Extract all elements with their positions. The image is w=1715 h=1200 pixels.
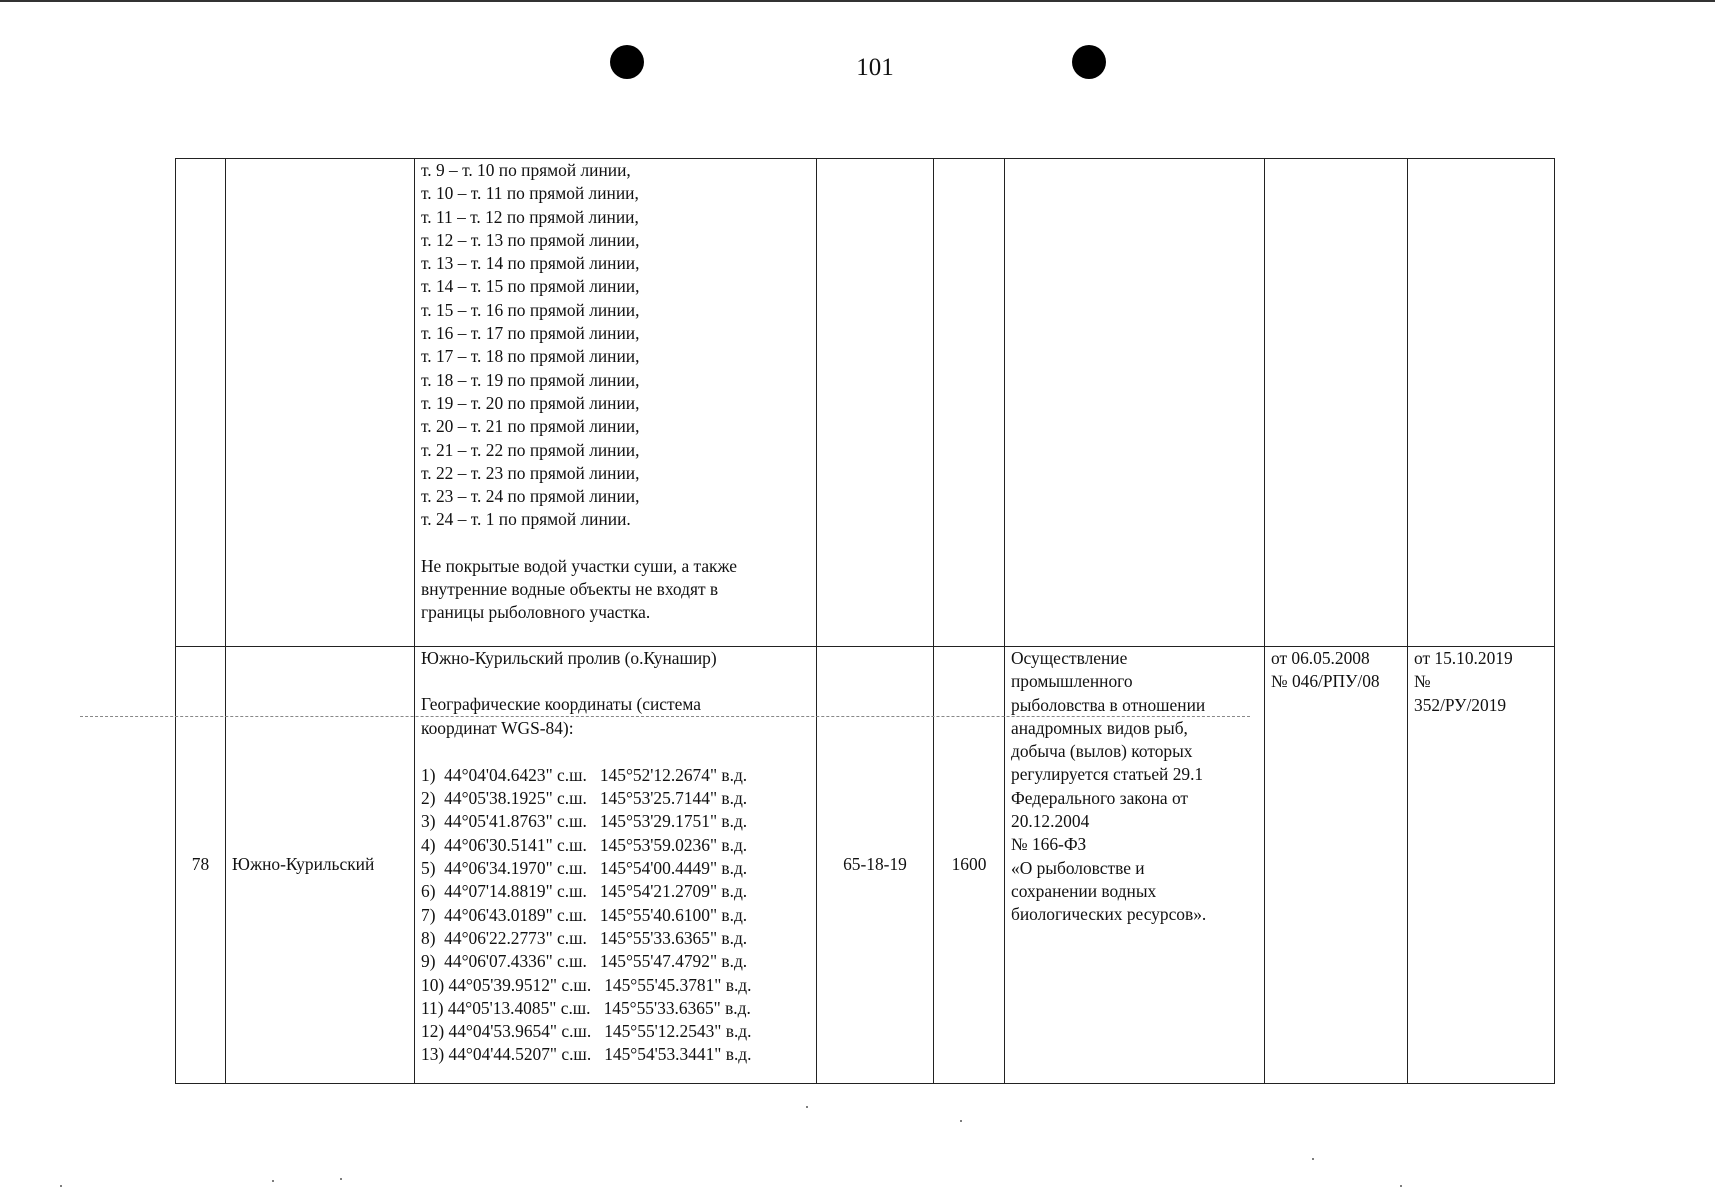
coordinate-point: 11) 44°05'13.4085" с.ш. 145°55'33.6365" в.д. bbox=[421, 997, 751, 1018]
cell-purpose-empty bbox=[1005, 159, 1265, 647]
boundary-line: т. 13 – т. 14 по прямой линии, bbox=[421, 253, 640, 274]
coordinate-point: 4) 44°06'30.5141" с.ш. 145°53'59.0236" в.д. bbox=[421, 834, 748, 855]
coordinates-heading: Географические координаты (система координат WGS-84): bbox=[421, 694, 701, 738]
scan-dashed-line bbox=[80, 716, 1250, 717]
coordinate-point: 9) 44°06'07.4336" с.ш. 145°55'47.4792" в.д. bbox=[421, 951, 748, 972]
scan-speck bbox=[1312, 1158, 1314, 1160]
page-number: 101 bbox=[856, 54, 894, 81]
boundary-line: т. 14 – т. 15 по прямой линии, bbox=[421, 276, 640, 297]
coordinate-point: 8) 44°06'22.2773" с.ш. 145°55'33.6365" в.д. bbox=[421, 927, 748, 948]
purpose-text: Осуществление промышленного рыболовства в отношении анадромных видов рыб, добыча (вылов) которых регулируется статьей 29.1 Федерального закона от 20.12.2004 № 166-ФЗ «О рыболовстве и сохранении водных биологических ресурсов». bbox=[1005, 647, 1265, 1084]
boundary-line: т. 22 – т. 23 по прямой линии, bbox=[421, 462, 640, 483]
table-row-78 bbox=[176, 647, 1555, 1084]
boundary-line: т. 16 – т. 17 по прямой линии, bbox=[421, 323, 640, 344]
cell-doc1-empty bbox=[1265, 159, 1408, 647]
cell-code-empty bbox=[817, 159, 934, 647]
coordinate-point: 2) 44°05'38.1925" с.ш. 145°53'25.7144" в.д. bbox=[421, 788, 748, 809]
boundary-line: т. 19 – т. 20 по прямой линии, bbox=[421, 392, 640, 413]
cell-name-empty bbox=[226, 159, 415, 647]
page-top-edge bbox=[0, 0, 1715, 2]
document-2: от 15.10.2019 № 352/РУ/2019 bbox=[1408, 647, 1555, 1084]
row-number: 78 bbox=[176, 647, 226, 1084]
fishing-areas-table bbox=[175, 158, 1555, 1084]
boundary-line: т. 17 – т. 18 по прямой линии, bbox=[421, 346, 640, 367]
scan-speck bbox=[1400, 1185, 1402, 1187]
scan-speck bbox=[60, 1185, 62, 1187]
punch-hole-right bbox=[1072, 45, 1106, 79]
table-row-continuation bbox=[176, 159, 1555, 647]
coordinate-point: 3) 44°05'41.8763" с.ш. 145°53'29.1751" в.д. bbox=[421, 811, 748, 832]
boundary-line: т. 15 – т. 16 по прямой линии, bbox=[421, 299, 640, 320]
coordinate-point: 5) 44°06'34.1970" с.ш. 145°54'00.4449" в.д. bbox=[421, 858, 748, 879]
coordinate-point: 12) 44°04'53.9654" с.ш. 145°55'12.2543" в.д. bbox=[421, 1021, 752, 1042]
cell-area-empty bbox=[934, 159, 1005, 647]
boundary-line: т. 12 – т. 13 по прямой линии, bbox=[421, 229, 640, 250]
boundary-note: Не покрытые водой участки суши, а также внутренние водные объекты не входят в границы рыболовного участка. bbox=[421, 555, 738, 623]
scan-speck bbox=[340, 1178, 342, 1180]
boundary-line: т. 24 – т. 1 по прямой линии. bbox=[421, 509, 631, 530]
cell-boundary-description bbox=[415, 159, 817, 647]
area-name: Южно-Курильский bbox=[226, 647, 415, 1084]
document-1: от 06.05.2008 № 046/РПУ/08 bbox=[1265, 647, 1408, 1084]
scan-speck bbox=[806, 1106, 808, 1108]
boundary-line: т. 21 – т. 22 по прямой линии, bbox=[421, 439, 640, 460]
coordinate-list bbox=[421, 764, 810, 1067]
coordinate-point: 13) 44°04'44.5207" с.ш. 145°54'53.3441" в.д. bbox=[421, 1044, 752, 1065]
boundary-line: т. 10 – т. 11 по прямой линии, bbox=[421, 183, 639, 204]
area-code: 65-18-19 bbox=[817, 647, 934, 1084]
coordinate-point: 6) 44°07'14.8819" с.ш. 145°54'21.2709" в.д. bbox=[421, 881, 748, 902]
cell-number-empty bbox=[176, 159, 226, 647]
scan-speck bbox=[960, 1120, 962, 1122]
cell-doc2-empty bbox=[1408, 159, 1555, 647]
boundary-lines bbox=[421, 159, 810, 532]
scan-speck bbox=[272, 1180, 274, 1182]
boundary-line: т. 11 – т. 12 по прямой линии, bbox=[421, 206, 639, 227]
boundary-line: т. 23 – т. 24 по прямой линии, bbox=[421, 486, 640, 507]
coordinate-point: 1) 44°04'04.6423" с.ш. 145°52'12.2674" в.д. bbox=[421, 764, 748, 785]
boundary-line: т. 18 – т. 19 по прямой линии, bbox=[421, 369, 640, 390]
punch-hole-left bbox=[610, 45, 644, 79]
cell-location-coordinates bbox=[415, 647, 817, 1084]
coordinate-point: 10) 44°05'39.9512" с.ш. 145°55'45.3781" в.д. bbox=[421, 974, 752, 995]
location-title: Южно-Курильский пролив (о.Кунашир) bbox=[421, 648, 717, 668]
area-size: 1600 bbox=[934, 647, 1005, 1084]
boundary-line: т. 9 – т. 10 по прямой линии, bbox=[421, 160, 631, 180]
coordinate-point: 7) 44°06'43.0189" с.ш. 145°55'40.6100" в.д. bbox=[421, 904, 748, 925]
boundary-line: т. 20 – т. 21 по прямой линии, bbox=[421, 416, 640, 437]
